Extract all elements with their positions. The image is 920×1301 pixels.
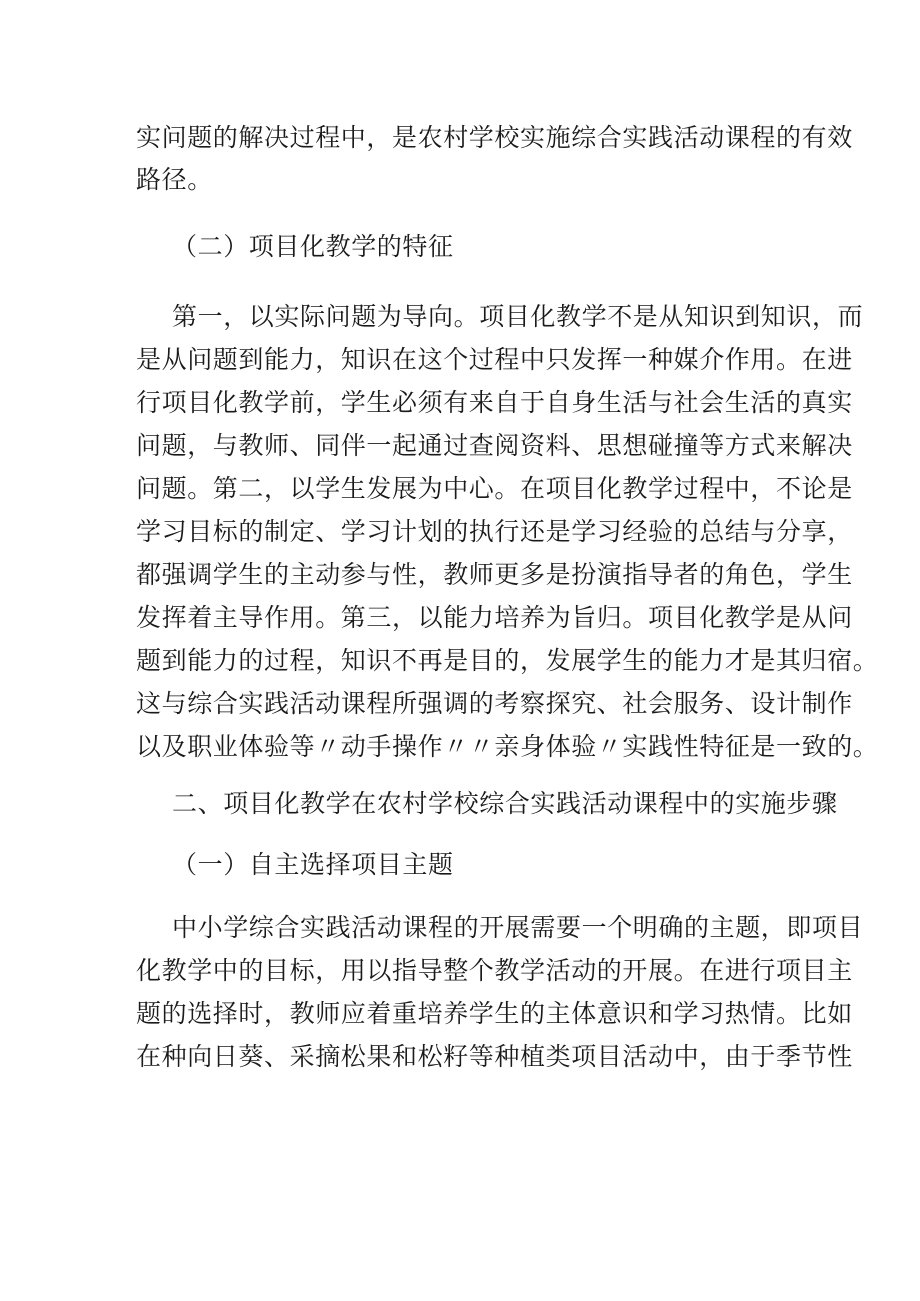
text-line: 实问题的解决过程中，是农村学校实施综合实践活动课程的有效 [136,123,853,152]
text-line: 在种向日葵、采摘松果和松籽等种植类项目活动中，由于季节性 [136,1042,853,1071]
text-line: 题到能力的过程，知识不再是目的，发展学生的能力才是其归宿。 [136,646,879,675]
text-line: 问题。第二，以学生发展为中心。在项目化教学过程中，不论是 [136,474,853,503]
text-line: 行项目化教学前，学生必须有来自于自身生活与社会生活的真实 [136,388,853,417]
text-line: 化教学中的目标，用以指导整个教学活动的开展。在进行项目主 [136,956,853,985]
text-line: 中小学综合实践活动课程的开展需要一个明确的主题，即项目 [172,913,864,942]
chapter-heading: 二、项目化教学在农村学校综合实践活动课程中的实施步骤 [172,789,838,818]
text-line: 发挥着主导作用。第三，以能力培养为旨归。项目化教学是从问 [136,603,853,632]
text-line: 路径。 [136,165,213,194]
text-line: 第一，以实际问题为导向。项目化教学不是从知识到知识，而 [172,302,864,331]
text-line: 题的选择时，教师应着重培养学生的主体意识和学习热情。比如 [136,999,853,1028]
text-line: 问题，与教师、同伴一起通过查阅资料、思想碰撞等方式来解决 [136,431,853,460]
text-line: 这与综合实践活动课程所强调的考察探究、社会服务、设计制作 [136,689,853,718]
text-line: 以及职业体验等〃动手操作〃〃亲身体验〃实践性特征是一致的。 [136,732,879,761]
section-heading: （一）自主选择项目主题 [172,850,454,879]
text-line: 学习目标的制定、学习计划的执行还是学习经验的总结与分享， [136,517,853,546]
section-heading: （二）项目化教学的特征 [172,232,454,261]
text-line: 都强调学生的主动参与性，教师更多是扮演指导者的角色，学生 [136,560,853,589]
text-line: 是从问题到能力，知识在这个过程中只发挥一种媒介作用。在进 [136,345,853,374]
